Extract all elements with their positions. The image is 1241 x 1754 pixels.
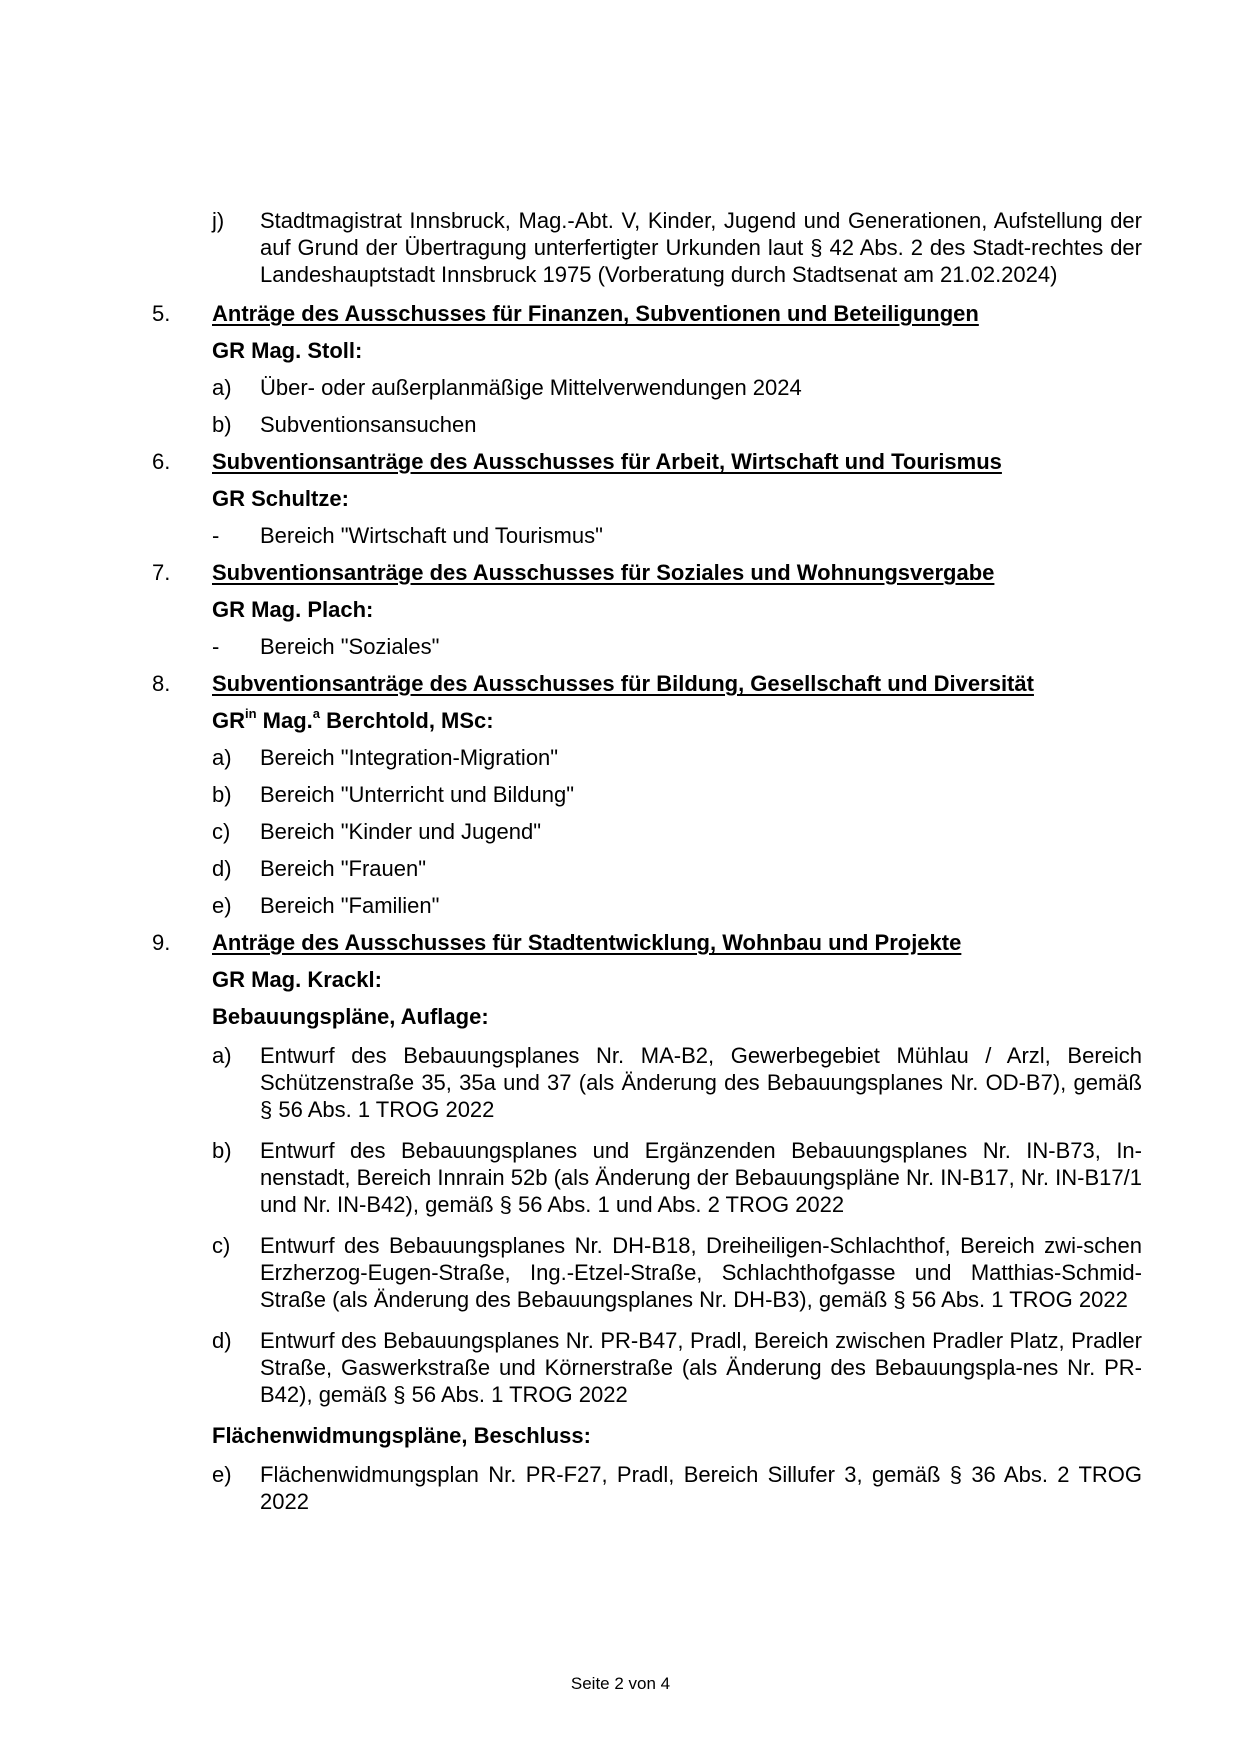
item-text: Entwurf des Bebauungsplanes Nr. PR-B47, Pradl, Bereich zwischen Pradler Platz, Pradler Straße, Gaswerkstraße und Körnerstraße (als Änderung des Bebauungspla-nes Nr. PR-B42), gemäß § 56 Abs. 1 TROG 2022 xyxy=(260,1328,1142,1407)
item-text: Bereich "Frauen" xyxy=(260,856,427,881)
agenda-section-8 xyxy=(152,670,1142,697)
list-item xyxy=(152,207,1142,288)
list-item xyxy=(152,522,1142,549)
item-marker: e) xyxy=(212,1462,232,1487)
section-heading: Anträge des Ausschusses für Stadtentwicklung, Wohnbau und Projekte xyxy=(212,930,962,955)
list-item xyxy=(152,818,1142,845)
page-number: Seite 2 von 4 xyxy=(570,1674,671,1693)
speaker: GR Mag. Stoll: xyxy=(212,338,363,363)
item-text: Bereich "Soziales" xyxy=(260,634,440,659)
item-marker: d) xyxy=(212,856,232,881)
item-text: Subventionsansuchen xyxy=(260,412,477,437)
agenda-section-6 xyxy=(152,448,1142,475)
subheading-flaechenwidmungsplaene: Flächenwidmungspläne, Beschluss: xyxy=(212,1423,591,1448)
list-item xyxy=(152,892,1142,919)
list-item xyxy=(152,633,1142,660)
list-item xyxy=(152,1137,1142,1218)
item-text: Bereich "Integration-Migration" xyxy=(260,745,559,770)
section-heading: Subventionsanträge des Ausschusses für Bildung, Gesellschaft und Diversität xyxy=(212,671,1034,696)
list-item xyxy=(152,855,1142,882)
list-item xyxy=(152,374,1142,401)
list-item xyxy=(152,1232,1142,1313)
list-item xyxy=(152,1042,1142,1123)
list-item xyxy=(152,411,1142,438)
item-marker: j) xyxy=(212,208,225,233)
list-item xyxy=(152,1461,1142,1515)
item-marker: c) xyxy=(212,819,231,844)
item-text: Bereich "Familien" xyxy=(260,893,440,918)
item-marker: a) xyxy=(212,375,232,400)
list-item xyxy=(152,744,1142,771)
item-marker: - xyxy=(212,634,220,659)
section-number: 6. xyxy=(152,449,171,474)
item-marker: b) xyxy=(212,782,232,807)
item-text: Bereich "Unterricht und Bildung" xyxy=(260,782,575,807)
item-marker: b) xyxy=(212,1138,232,1163)
item-text: Entwurf des Bebauungsplanes Nr. DH-B18, Dreiheiligen-Schlachthof, Bereich zwi-schen Erzherzog-Eugen-Straße, Ing.-Etzel-Straße, Schlachthofgasse und Matthias-Schmid-Straße (als Änderung des Bebauungsplanes Nr. DH-B3), gemäß § 56 Abs. 1 TROG 2022 xyxy=(260,1233,1142,1312)
item-text: Über- oder außerplanmäßige Mittelverwendungen 2024 xyxy=(260,375,802,400)
section-number: 5. xyxy=(152,301,171,326)
speaker-part: Berchtold, MSc: xyxy=(320,708,494,733)
item-marker: a) xyxy=(212,745,232,770)
speaker-superscript: a xyxy=(312,705,321,721)
speaker xyxy=(152,707,1142,734)
section-heading: Anträge des Ausschusses für Finanzen, Subventionen und Beteiligungen xyxy=(212,301,979,326)
speaker-part: Mag. xyxy=(256,708,313,733)
speaker: GR Mag. Plach: xyxy=(212,597,374,622)
agenda-section-9 xyxy=(152,929,1142,956)
item-marker: a) xyxy=(212,1043,232,1068)
section-heading: Subventionsanträge des Ausschusses für Soziales und Wohnungsvergabe xyxy=(212,560,995,585)
speaker: GR Schultze: xyxy=(212,486,349,511)
item-marker: c) xyxy=(212,1233,231,1258)
item-text: Flächenwidmungsplan Nr. PR-F27, Pradl, Bereich Sillufer 3, gemäß § 36 Abs. 2 TROG 2022 xyxy=(260,1462,1142,1514)
item-text: Entwurf des Bebauungsplanes und Ergänzenden Bebauungsplanes Nr. IN-B73, In-nenstadt, Bereich Innrain 52b (als Änderung der Bebauungspläne Nr. IN-B17, Nr. IN-B17/1 und Nr. IN-B42), gemäß § 56 Abs. 1 und Abs. 2 TROG 2022 xyxy=(260,1138,1142,1217)
agenda-content xyxy=(152,207,1142,1525)
item-marker: - xyxy=(212,523,220,548)
item-text: Bereich "Wirtschaft und Tourismus" xyxy=(260,523,603,548)
speaker-part: GR xyxy=(212,708,245,733)
list-item xyxy=(152,781,1142,808)
item-marker: e) xyxy=(212,893,232,918)
list-item xyxy=(152,1327,1142,1408)
section-heading: Subventionsanträge des Ausschusses für Arbeit, Wirtschaft und Tourismus xyxy=(212,449,1002,474)
speaker: GR Mag. Krackl: xyxy=(212,967,382,992)
item-text: Stadtmagistrat Innsbruck, Mag.-Abt. V, Kinder, Jugend und Generationen, Aufstellung der auf Grund der Übertragung unterfertigter Urkunden laut § 42 Abs. 2 des Stadt-rechtes der Landeshauptstadt Innsbruck 1975 (Vorberatung durch Stadtsenat am 21.02.2024) xyxy=(260,208,1142,287)
section-number: 7. xyxy=(152,560,171,585)
agenda-section-7 xyxy=(152,559,1142,586)
item-text: Bereich "Kinder und Jugend" xyxy=(260,819,542,844)
item-marker: b) xyxy=(212,412,232,437)
section-number: 9. xyxy=(152,930,171,955)
subheading-bebauungsplaene: Bebauungspläne, Auflage: xyxy=(212,1004,489,1029)
item-marker: d) xyxy=(212,1328,232,1353)
speaker-superscript: in xyxy=(245,705,257,721)
section-number: 8. xyxy=(152,671,171,696)
item-text: Entwurf des Bebauungsplanes Nr. MA-B2, Gewerbegebiet Mühlau / Arzl, Bereich Schützenstraße 35, 35a und 37 (als Änderung des Bebauungsplanes Nr. OD-B7), gemäß § 56 Abs. 1 TROG 2022 xyxy=(260,1043,1142,1122)
agenda-section-5 xyxy=(152,300,1142,327)
